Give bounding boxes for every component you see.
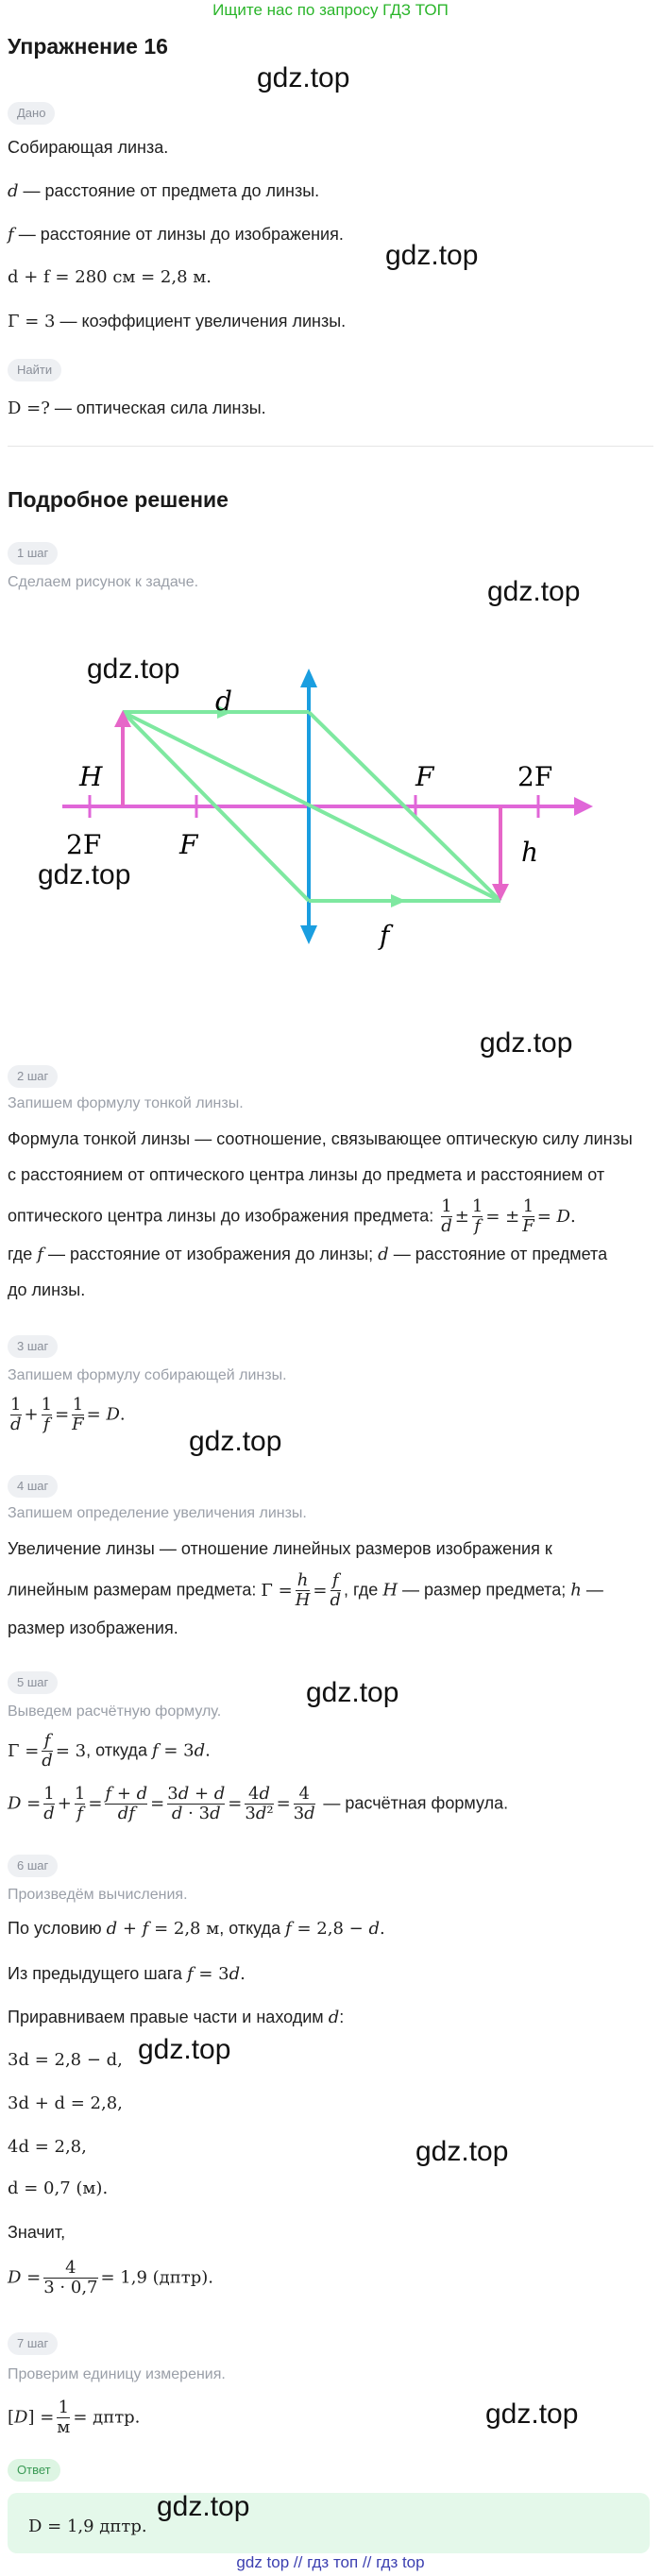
step4-p2: линейным размерам предмета: Γ = $\frac{h}{H}$ = $\frac{f}{d}$ , где H — размер предмета; h — [8, 1570, 603, 1610]
step4-chip: 4 шаг [8, 1475, 58, 1498]
lens-diagram [0, 642, 661, 963]
step2-chip: 2 шаг [8, 1065, 58, 1088]
watermark: gdz.top [189, 1426, 282, 1457]
answer-value: D = 1,9 дптр. [28, 2517, 147, 2536]
given-f: f — расстояние от линзы до изображения. [8, 225, 344, 245]
step5-l1: Γ = $\frac{f}{d}$ = 3, откуда f = 3d. [8, 1731, 211, 1771]
step5-hint: Выведем расчётную формулу. [8, 1703, 222, 1720]
watermark: gdz.top [487, 576, 581, 607]
step6-e2: 3d + d = 2,8, [8, 2093, 123, 2113]
step2-p3: оптического центра линзы до изображения предмета: $\frac{1}{d}$ ± $\frac{1}{f}$ = ± $\frac{1}{F}$ = D. [8, 1196, 576, 1236]
given-sum: d + f = 280 см = 2,8 м. [8, 267, 212, 287]
step6-e3: 4d = 2,8, [8, 2137, 87, 2157]
step2-p4: где f — расстояние от изображения до линзы; d — расстояние от предмета [8, 1245, 608, 1264]
axis-arrow-icon [574, 797, 593, 816]
watermark: gdz.top [87, 653, 180, 685]
step4-p3: размер изображения. [8, 1618, 178, 1637]
step2-p5: до линзы. [8, 1280, 86, 1299]
step6-hint: Произведём вычисления. [8, 1887, 188, 1903]
step6-znach: Значит, [8, 2223, 66, 2242]
step6-chip: 6 шаг [8, 1855, 58, 1877]
watermark: gdz.top [257, 62, 350, 93]
label-F-left: F [179, 829, 198, 860]
step4-hint: Запишем определение увеличения линзы. [8, 1505, 307, 1521]
step5-l2: D = $\frac{1}{d}$ + $\frac{1}{f}$ = $\frac{f + d}{df}$ = $\frac{3d + d}{d \cdot 3d}$ = $\frac{4d}{\text{3d²}}$ = $\frac{4}{3d}$ — расчётная формула. [8, 1784, 509, 1823]
label-d: d [215, 686, 232, 717]
step6-l2: Из предыдущего шага f = 3d. [8, 1964, 246, 1984]
footer-links[interactable]: gdz top // гдз топ // гдз top [236, 2553, 425, 2571]
lens-bottom-arrow-icon [300, 925, 317, 944]
watermark: gdz.top [415, 2136, 509, 2167]
given-gamma: Γ = 3 — коэффициент увеличения линзы. [8, 312, 347, 331]
given-chip: Дано [8, 102, 55, 125]
step2-hint: Запишем формулу тонкой линзы. [8, 1095, 244, 1111]
watermark: gdz.top [480, 1027, 573, 1059]
step6-e1: 3d = 2,8 − d, [8, 2050, 123, 2070]
watermark: gdz.top [485, 2398, 579, 2430]
divider [8, 446, 653, 447]
solution-title: Подробное решение [8, 487, 229, 512]
watermark: gdz.top [385, 240, 479, 271]
step3-hint: Запишем формулу собирающей линзы. [8, 1367, 287, 1383]
search-banner: Ищите нас по запросу ГДЗ ТОП [212, 1, 449, 19]
step4-p1: Увеличение линзы — отношение линейных размеров изображения к [8, 1539, 552, 1558]
label-f: f [380, 920, 390, 951]
given-lens: Собирающая линза. [8, 138, 169, 157]
watermark: gdz.top [306, 1677, 399, 1708]
find-chip: Найти [8, 359, 61, 381]
watermark: gdz.top [38, 859, 131, 890]
step5-chip: 5 шаг [8, 1671, 58, 1694]
step3-chip: 3 шаг [8, 1335, 58, 1358]
find-line: D =? — оптическая сила линзы. [8, 398, 266, 418]
step1-hint: Сделаем рисунок к задаче. [8, 574, 199, 590]
step6-l3: Приравниваем правые части и находим d: [8, 2008, 345, 2027]
step7-formula: [D] = $\frac{1}{м}$ = дптр. [8, 2398, 141, 2437]
label-2F-right: 2F [517, 761, 553, 792]
label-H: H [79, 761, 103, 792]
exercise-title: Упражнение 16 [8, 34, 168, 59]
step1-chip: 1 шаг [8, 542, 58, 565]
step2-p1: Формула тонкой линзы — соотношение, связывающее оптическую силу линзы [8, 1129, 633, 1148]
ray-arrow-icon [391, 894, 406, 907]
given-d: d — расстояние от предмета до линзы. [8, 181, 320, 201]
step6-result: D = $\frac{4}{3 \cdot 0,7}$ = 1,9 (дптр). [8, 2258, 213, 2297]
label-F-right: F [415, 761, 434, 792]
step7-hint: Проверим единицу измерения. [8, 2366, 226, 2382]
step6-e4: d = 0,7 (м). [8, 2178, 109, 2198]
lens-top-arrow-icon [300, 669, 317, 687]
watermark: gdz.top [138, 2034, 231, 2065]
step7-chip: 7 шаг [8, 2332, 58, 2355]
step6-l1: По условию d + f = 2,8 м, откуда f = 2,8 − d. [8, 1919, 385, 1939]
label-h: h [521, 837, 539, 868]
label-2F-left: 2F [66, 829, 102, 860]
step3-formula: $\frac{1}{d}$ + $\frac{1}{f}$ = $\frac{1}{F}$ = D. [10, 1395, 126, 1434]
answer-chip: Ответ [8, 2459, 60, 2482]
watermark: gdz.top [157, 2491, 250, 2522]
step2-p2: с расстоянием от оптического центра линзы до предмета и расстоянием от [8, 1165, 605, 1184]
